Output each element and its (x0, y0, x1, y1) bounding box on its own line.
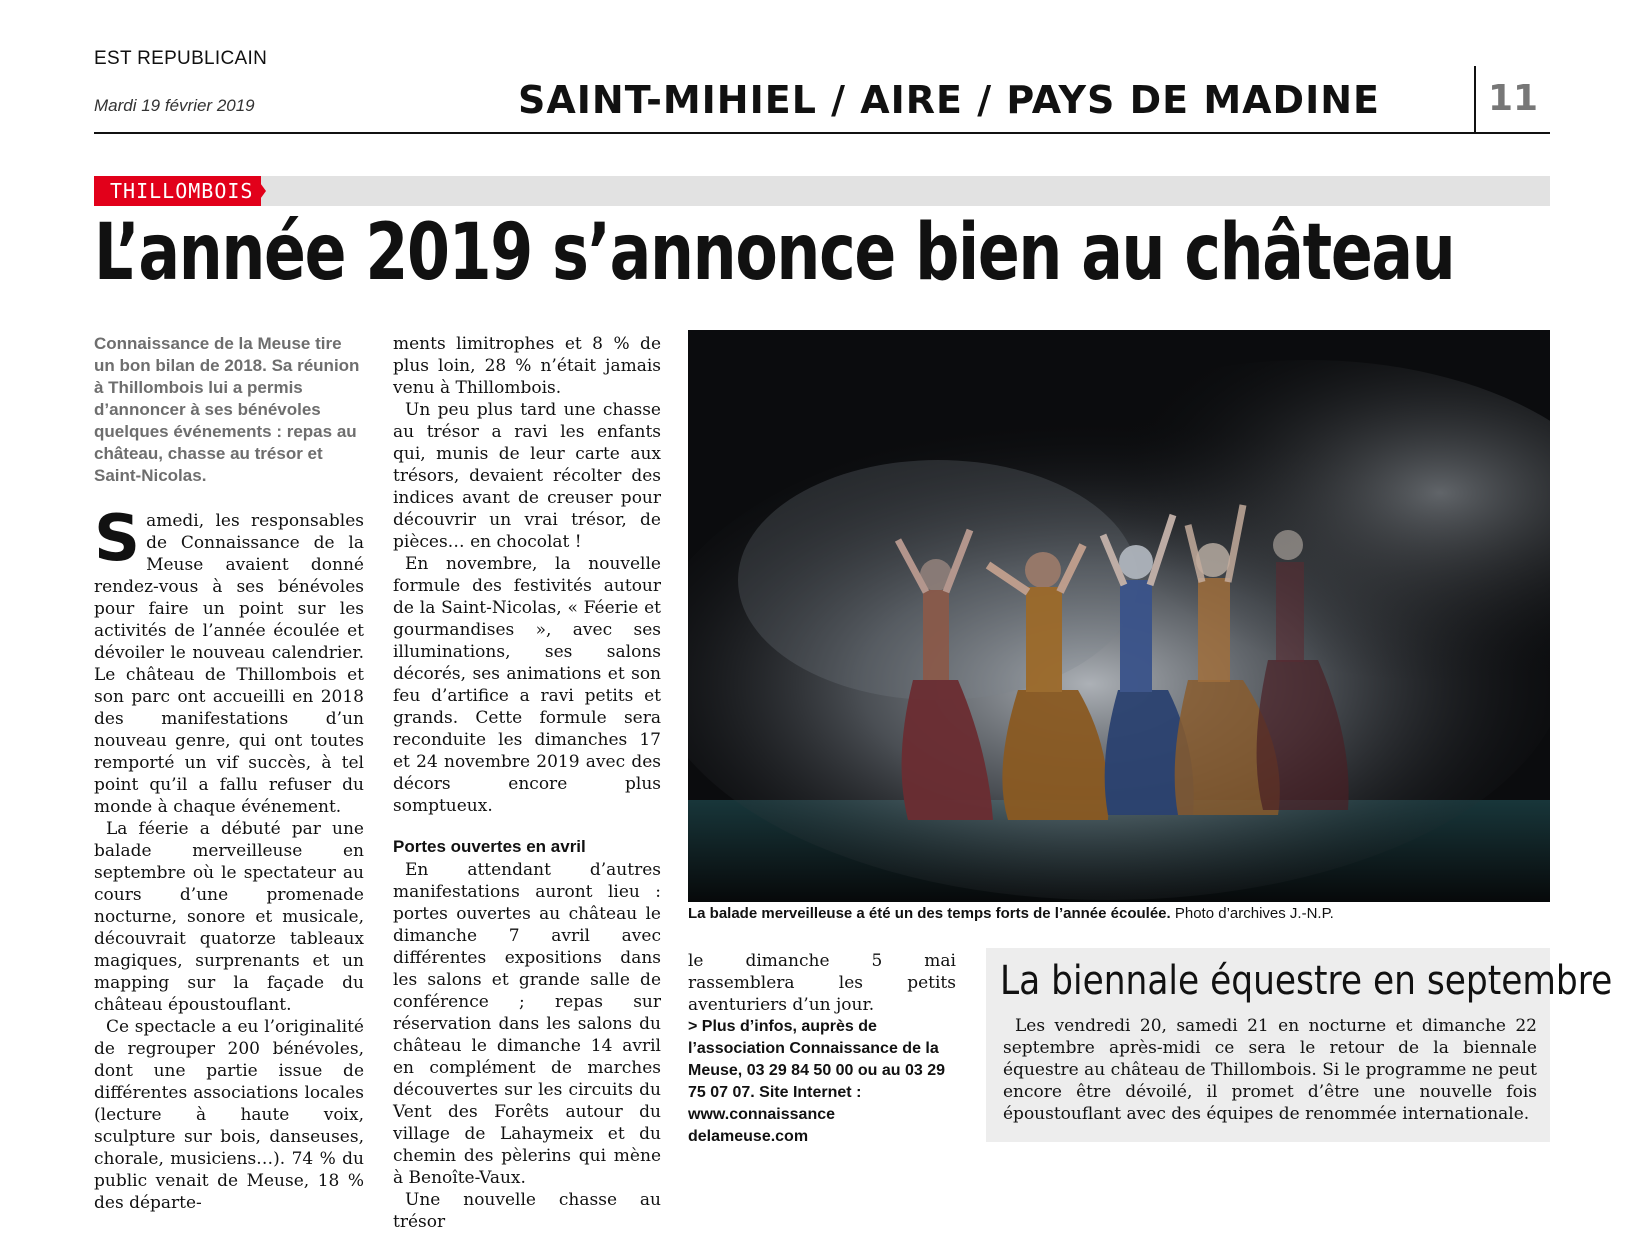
performers-on-stage-photo (688, 330, 1550, 902)
article-column-3 (688, 950, 956, 1016)
sidebar-title: La biennale équestre en septembre (1000, 958, 1613, 1004)
paragraph: Samedi, les responsables de Connaissance de la Meuse avaient donné rendez-vous à ses bénévoles pour faire un point sur les activités de l’année écoulée et dévoiler le nouveau calendrier. Le château de Thillombois et son parc ont accueilli en 2018 des manifestations d’un nouveau genre, qui ont toutes remporté un vif succès, à tel point qu’il a fallu refuser du monde à chaque événement. (94, 502, 364, 817)
more-info: > Plus d’infos, auprès de l’association Connaissance de la Meuse, 03 29 84 50 00 ou au 03 29 75 07 07. Site Internet : www.connaissance delameuse.com (688, 1018, 946, 1145)
article-column-2 (393, 333, 661, 1233)
paragraph: le dimanche 5 mai rassemblera les petits aventuriers d’un jour. (688, 951, 956, 1015)
paragraph: En attendant d’autres manifestations auront lieu : portes ouvertes au château le dimanche 7 avril avec différentes expositions dans les salons et grande salle de conférence ; repas sur réservation dans les salons du château le dimanche 14 avril en complément de marches découvertes sur les circuits du Vent des Forêts autour du village de Lahaymeix et du chemin des pèlerins qui mène à Benoîte-Vaux. (393, 860, 661, 1188)
article-photo (688, 330, 1550, 902)
kicker-label: THILLOMBOIS (94, 176, 261, 206)
kicker-bar (94, 176, 1550, 206)
issue-date: Mardi 19 février 2019 (94, 96, 255, 115)
kicker-arrow (255, 176, 266, 206)
paragraph: La féerie a débuté par une balade merveilleuse en septembre où le spectateur au cours d’une promenade nocturne, sonore et musicale, découvrait quatorze tableaux magiques, surprenants et un mapping sur la façade du château époustouflant. (94, 819, 364, 1015)
paragraph: Un peu plus tard une chasse au trésor a ravi les enfants qui, munis de leur carte aux trésors, devaient récolter des indices avant de creuser pour découvrir un vrai trésor, de pièces… en chocolat ! (393, 400, 661, 552)
header-rule (94, 132, 1550, 134)
photo-caption: La balade merveilleuse a été un des temps forts de l’année écoulée. Photo d’archives J.-N.P. (688, 905, 1334, 922)
paragraph: Ce spectacle a eu l’originalité de regrouper 200 bénévoles, dont une partie issue de différentes associations locales (lecture à haute voix, sculpture sur bois, danseuses, chorale, musiciens…). 74 % du public venait de Meuse, 18 % des départe- (94, 1017, 364, 1213)
paragraph: Une nouvelle chasse au trésor (393, 1190, 661, 1232)
header-divider (1474, 66, 1476, 134)
paragraph: En novembre, la nouvelle formule des festivités autour de la Saint-Nicolas, « Féerie et gourmandises », avec ses illuminations, ses salons décorés, ses animations et son feu d’artifice a ravi petits et grands. Cette formule sera reconduite les dimanches 17 et 24 novembre 2019 avec des décors encore plus somptueux. (393, 554, 661, 816)
newspaper-name: EST REPUBLICAIN (94, 48, 268, 69)
drop-cap: S (94, 502, 141, 576)
section-title: SAINT-MIHIEL / AIRE / PAYS DE MADINE (518, 78, 1380, 122)
paragraph: ments limitrophes et 8 % de plus loin, 28 % n’était jamais venu à Thillombois. (393, 334, 661, 398)
article-column-1 (94, 502, 364, 1214)
article-subheading: Portes ouvertes en avril (393, 837, 586, 856)
article-lead: Connaissance de la Meuse tire un bon bilan de 2018. Sa réunion à Thillombois lui a permis d’annoncer à ses bénévoles quelques événements : repas au château, chasse au trésor et Saint-Nicolas. (94, 334, 360, 485)
photo-credit: Photo d’archives J.-N.P. (1170, 905, 1334, 922)
article-headline: L’année 2019 s’annonce bien au château (94, 208, 1455, 298)
page-number: 11 (1488, 78, 1539, 119)
sidebar-text: Les vendredi 20, samedi 21 en nocturne et dimanche 22 septembre après-midi ce sera le retour de la biennale équestre au château de Thillombois. Si le programme ne peut encore être dévoilé, il promet d’être une nouvelle fois époustouflant avec des équipes de renommée internationale. (1003, 1016, 1537, 1124)
